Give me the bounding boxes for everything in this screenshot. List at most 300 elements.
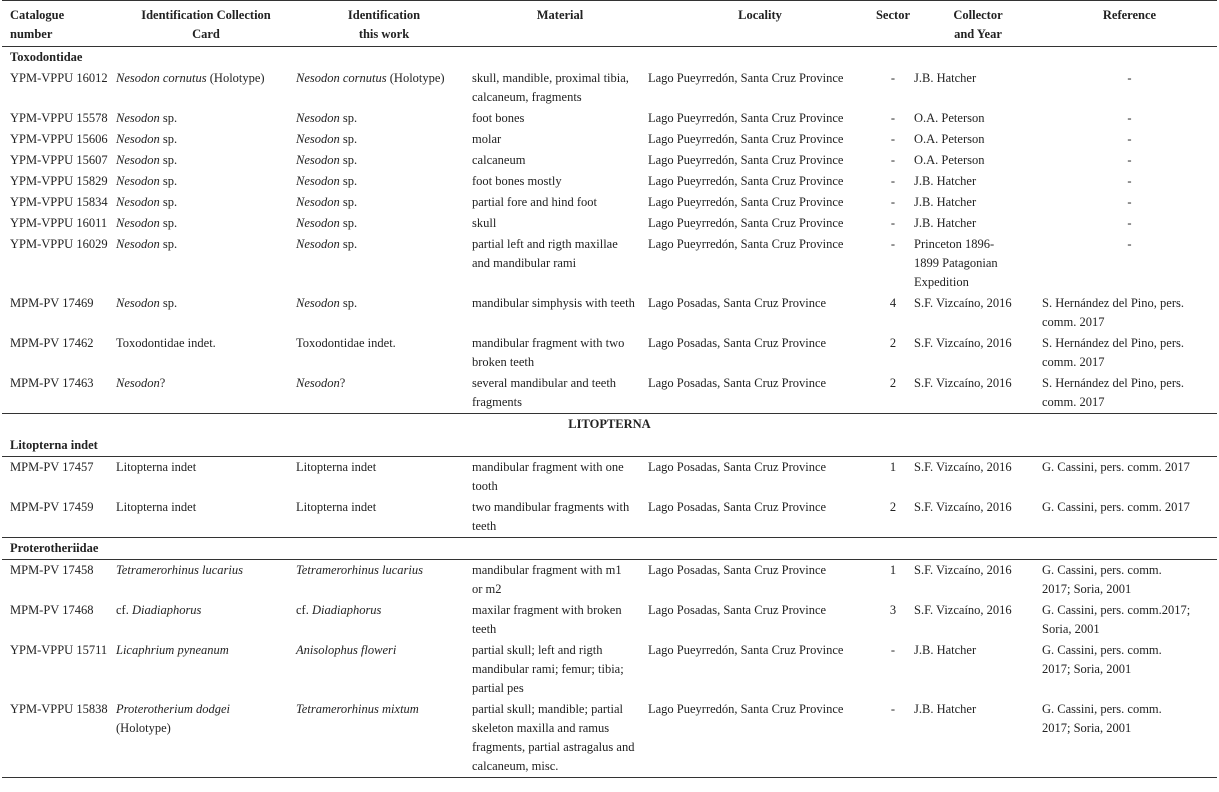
table-row — [2, 171, 1217, 192]
catalogue-number — [2, 68, 116, 108]
collector — [914, 333, 1042, 373]
catalogue-text: YPM-VPPU 15607 — [10, 153, 108, 167]
collector-line: S.F. Vizcaíno, 2016 — [914, 500, 1012, 514]
taxon-suffix: sp. — [159, 132, 178, 146]
material-line: skull — [472, 216, 497, 230]
id-this-work — [296, 192, 472, 213]
collector-line: J.B. Hatcher — [914, 702, 977, 716]
taxon-name: Anisolophus floweri — [296, 643, 397, 657]
sector — [872, 293, 914, 333]
taxon-name: Tetramerorhinus lucarius — [296, 563, 423, 577]
id-collection-card — [116, 68, 296, 108]
taxon-suffix: (Holotype) — [116, 721, 171, 735]
material-line: partial fore and hind foot — [472, 195, 597, 209]
taxon-name: Nesodon — [296, 153, 340, 167]
reference — [1042, 171, 1217, 192]
collector-line: J.B. Hatcher — [914, 643, 977, 657]
reference — [1042, 68, 1217, 108]
taxon-suffix: sp. — [339, 195, 358, 209]
reference-line: G. Cassini, pers. comm. 2017 — [1042, 500, 1190, 514]
material-line: mandibular simphysis with teeth — [472, 296, 635, 310]
reference-line: G. Cassini, pers. comm. 2017 — [1042, 460, 1190, 474]
locality-text: Lago Pueyrredón, Santa Cruz Province — [648, 174, 844, 188]
material — [472, 497, 648, 538]
sector-text: - — [890, 702, 896, 716]
header-material: Material — [536, 8, 584, 22]
material-line: partial left and rigth maxillae — [472, 237, 618, 251]
id-this-work — [296, 497, 472, 538]
material — [472, 640, 648, 699]
material-line: several mandibular and teeth — [472, 376, 617, 390]
locality-text: Lago Posadas, Santa Cruz Province — [648, 603, 827, 617]
table-row — [2, 293, 1217, 333]
taxon-suffix: sp. — [159, 237, 178, 251]
reference-line: S. Hernández del Pino, pers. — [1042, 376, 1184, 390]
collector-line: 1899 Patagonian — [914, 256, 998, 270]
material-line: skull, mandible, proximal tibia, — [472, 71, 629, 85]
sector-text: - — [890, 195, 896, 209]
id-this-work — [296, 333, 472, 373]
reference-line: G. Cassini, pers. comm.2017; — [1042, 603, 1191, 617]
collector-line: J.B. Hatcher — [914, 71, 977, 85]
reference — [1042, 640, 1217, 699]
taxon-name: Nesodon — [116, 132, 160, 146]
taxon-suffix: Litopterna indet — [296, 460, 377, 474]
id-collection-card — [116, 213, 296, 234]
reference — [1042, 108, 1217, 129]
header-locality: Locality — [738, 8, 782, 22]
material — [472, 171, 648, 192]
locality-text: Lago Pueyrredón, Santa Cruz Province — [648, 702, 844, 716]
reference-line: - — [1127, 153, 1132, 167]
collector — [914, 150, 1042, 171]
taxon-suffix: (Holotype) — [386, 71, 445, 85]
sector — [872, 600, 914, 640]
material — [472, 129, 648, 150]
id-collection-card — [116, 640, 296, 699]
catalogue-text: YPM-VPPU 15829 — [10, 174, 108, 188]
material-line: partial pes — [472, 681, 524, 695]
id-collection-card — [116, 457, 296, 498]
locality — [648, 333, 872, 373]
reference-line: - — [1127, 71, 1132, 85]
catalogue-number — [2, 150, 116, 171]
id-this-work — [296, 171, 472, 192]
table-row — [2, 560, 1217, 601]
locality — [648, 373, 872, 414]
reference — [1042, 333, 1217, 373]
taxon-suffix: ? — [339, 376, 346, 390]
taxon-name: Nesodon — [296, 296, 340, 310]
sector — [872, 213, 914, 234]
reference-line: - — [1127, 195, 1132, 209]
id-this-work — [296, 213, 472, 234]
id-this-work — [296, 150, 472, 171]
collector — [914, 171, 1042, 192]
material-line: and mandibular rami — [472, 256, 577, 270]
id-collection-card — [116, 171, 296, 192]
id-this-work — [296, 129, 472, 150]
locality — [648, 68, 872, 108]
section-proterotheriidae — [2, 538, 1217, 560]
material-line: tooth — [472, 479, 498, 493]
id-collection-card — [116, 699, 296, 778]
locality — [648, 457, 872, 498]
header-sector: Sector — [875, 8, 910, 22]
table-row — [2, 129, 1217, 150]
reference-line: 2017; Soria, 2001 — [1042, 721, 1132, 735]
locality — [648, 192, 872, 213]
collector-line: O.A. Peterson — [914, 132, 985, 146]
collector — [914, 234, 1042, 293]
taxon-name: Nesodon — [296, 174, 340, 188]
material-line: calcaneum — [472, 153, 526, 167]
taxon-name: Diadiaphorus — [131, 603, 202, 617]
material-line: two mandibular fragments with — [472, 500, 630, 514]
locality — [648, 560, 872, 601]
material — [472, 293, 648, 333]
sector — [872, 497, 914, 538]
taxon-name: Nesodon — [296, 216, 340, 230]
material — [472, 234, 648, 293]
reference-line: - — [1127, 237, 1132, 251]
header-id-work: Identification this work — [347, 8, 421, 41]
table-row — [2, 699, 1217, 778]
header-reference: Reference — [1102, 8, 1157, 22]
collector-line: S.F. Vizcaíno, 2016 — [914, 603, 1012, 617]
catalogue-number — [2, 108, 116, 129]
table-row — [2, 457, 1217, 498]
material-line: mandibular rami; femur; tibia; — [472, 662, 624, 676]
table-row — [2, 497, 1217, 538]
locality-text: Lago Pueyrredón, Santa Cruz Province — [648, 643, 844, 657]
locality-text: Lago Pueyrredón, Santa Cruz Province — [648, 216, 844, 230]
catalogue-number — [2, 497, 116, 538]
taxon-suffix: sp. — [339, 296, 358, 310]
taxon-suffix: sp. — [339, 153, 358, 167]
catalogue-text: MPM-PV 17459 — [10, 500, 94, 514]
sector-text: - — [890, 643, 896, 657]
collector-line: S.F. Vizcaíno, 2016 — [914, 563, 1012, 577]
locality-text: Lago Posadas, Santa Cruz Province — [648, 336, 827, 350]
catalogue-number — [2, 600, 116, 640]
taxon-suffix: (Holotype) — [206, 71, 265, 85]
material-line: foot bones — [472, 111, 525, 125]
collector — [914, 560, 1042, 601]
reference-line: - — [1127, 174, 1132, 188]
sector-text: - — [890, 111, 896, 125]
taxon-name: Nesodon cornutus — [296, 71, 387, 85]
taxon-suffix: Litopterna indet — [116, 460, 197, 474]
locality — [648, 129, 872, 150]
id-collection-card — [116, 234, 296, 293]
taxon-name: Nesodon — [296, 132, 340, 146]
id-this-work — [296, 108, 472, 129]
locality — [648, 640, 872, 699]
table-row — [2, 373, 1217, 414]
locality-text: Lago Posadas, Santa Cruz Province — [648, 376, 827, 390]
sector — [872, 560, 914, 601]
locality — [648, 234, 872, 293]
reference — [1042, 293, 1217, 333]
reference-line: G. Cassini, pers. comm. — [1042, 563, 1162, 577]
reference-line: - — [1127, 111, 1132, 125]
locality-text: Lago Pueyrredón, Santa Cruz Province — [648, 153, 844, 167]
section-litopterna-indet — [2, 435, 1217, 457]
taxon-suffix: sp. — [159, 153, 178, 167]
taxon-suffix: sp. — [159, 296, 178, 310]
reference-line: S. Hernández del Pino, pers. — [1042, 296, 1184, 310]
taxon-suffix: Toxodontidae indet. — [116, 336, 216, 350]
sector — [872, 699, 914, 778]
reference — [1042, 699, 1217, 778]
catalogue-text: YPM-VPPU 16012 — [10, 71, 108, 85]
taxon-name: Proterotherium dodgei — [116, 702, 230, 716]
reference-line: 2017; Soria, 2001 — [1042, 662, 1132, 676]
locality-text: Lago Pueyrredón, Santa Cruz Province — [648, 111, 844, 125]
sector — [872, 129, 914, 150]
section-toxodontidae: Toxodontidae — [10, 50, 83, 64]
locality — [648, 171, 872, 192]
material — [472, 699, 648, 778]
material-line: calcaneum, misc. — [472, 759, 559, 773]
taxon-name: Nesodon — [116, 174, 160, 188]
table-row — [2, 213, 1217, 234]
collector-line: J.B. Hatcher — [914, 174, 977, 188]
id-collection-card — [116, 333, 296, 373]
collector-line: J.B. Hatcher — [914, 216, 977, 230]
material-line: mandibular fragment with two — [472, 336, 625, 350]
taxon-prefix: cf. — [116, 603, 132, 617]
catalogue-text: MPM-PV 17458 — [10, 563, 94, 577]
collector — [914, 640, 1042, 699]
section-litopterna-indet-text: Litopterna indet — [10, 438, 98, 452]
table-row — [2, 333, 1217, 373]
taxon-suffix: Litopterna indet — [116, 500, 197, 514]
catalogue-text: YPM-VPPU 16011 — [10, 216, 108, 230]
collector-line: S.F. Vizcaíno, 2016 — [914, 376, 1012, 390]
taxon-suffix: sp. — [339, 174, 358, 188]
locality — [648, 150, 872, 171]
reference-line: comm. 2017 — [1042, 355, 1105, 369]
sector-text: 2 — [889, 376, 897, 390]
material-line: teeth — [472, 519, 497, 533]
id-this-work — [296, 600, 472, 640]
reference — [1042, 497, 1217, 538]
sector — [872, 108, 914, 129]
catalogue-number — [2, 234, 116, 293]
sector — [872, 192, 914, 213]
catalogue-number — [2, 213, 116, 234]
collector-line: S.F. Vizcaíno, 2016 — [914, 460, 1012, 474]
reference — [1042, 457, 1217, 498]
header-catalogue: Catalogue number — [10, 8, 65, 41]
collector-line: S.F. Vizcaíno, 2016 — [914, 336, 1012, 350]
sector-text: - — [890, 237, 896, 251]
taxon-name: Nesodon — [116, 195, 160, 209]
locality — [648, 108, 872, 129]
sector — [872, 373, 914, 414]
collector-line: Princeton 1896- — [914, 237, 995, 251]
taxon-suffix: sp. — [159, 195, 178, 209]
header-collector: Collector and Year — [953, 8, 1003, 41]
catalogue-text: YPM-VPPU 15578 — [10, 111, 108, 125]
locality-text: Lago Posadas, Santa Cruz Province — [648, 296, 827, 310]
sector-text: - — [890, 174, 896, 188]
reference-line: comm. 2017 — [1042, 395, 1105, 409]
material — [472, 68, 648, 108]
id-this-work — [296, 457, 472, 498]
locality-text: Lago Pueyrredón, Santa Cruz Province — [648, 195, 844, 209]
sector-text: - — [890, 132, 896, 146]
taxon-name: Nesodon — [296, 237, 340, 251]
table-row — [2, 192, 1217, 213]
material-line: mandibular fragment with one — [472, 460, 624, 474]
table-row — [2, 150, 1217, 171]
reference-line: - — [1127, 216, 1132, 230]
catalogue-number — [2, 333, 116, 373]
catalogue-number — [2, 171, 116, 192]
sector — [872, 457, 914, 498]
locality-text: Lago Posadas, Santa Cruz Province — [648, 460, 827, 474]
catalogue-text: MPM-PV 17469 — [10, 296, 94, 310]
reference-line: S. Hernández del Pino, pers. — [1042, 336, 1184, 350]
taxon-name: Nesodon — [296, 111, 340, 125]
catalogue-text: YPM-VPPU 15711 — [10, 643, 108, 657]
collector — [914, 129, 1042, 150]
id-this-work — [296, 234, 472, 293]
catalogue-number — [2, 192, 116, 213]
taxon-name: Licaphrium pyneanum — [116, 643, 229, 657]
taxon-suffix: Litopterna indet — [296, 500, 377, 514]
catalogue-text: YPM-VPPU 16029 — [10, 237, 108, 251]
material-line: broken teeth — [472, 355, 535, 369]
locality — [648, 293, 872, 333]
material-line: teeth — [472, 622, 497, 636]
sector-text: 1 — [889, 563, 897, 577]
catalogue-number — [2, 640, 116, 699]
taxon-name: Diadiaphorus — [311, 603, 382, 617]
collector — [914, 457, 1042, 498]
id-collection-card — [116, 150, 296, 171]
material-line: fragments, partial astragalus and — [472, 740, 635, 754]
id-this-work — [296, 640, 472, 699]
sector — [872, 640, 914, 699]
reference-line: comm. 2017 — [1042, 315, 1105, 329]
id-collection-card — [116, 560, 296, 601]
id-this-work — [296, 699, 472, 778]
reference-line: G. Cassini, pers. comm. — [1042, 702, 1162, 716]
taxon-suffix: sp. — [159, 216, 178, 230]
locality-text: Lago Pueyrredón, Santa Cruz Province — [648, 237, 844, 251]
taxon-name: Nesodon — [116, 237, 160, 251]
taxon-name: Tetramerorhinus lucarius — [116, 563, 243, 577]
table-row — [2, 234, 1217, 293]
catalogue-text: MPM-PV 17457 — [10, 460, 94, 474]
material — [472, 600, 648, 640]
taxon-name: Tetramerorhinus mixtum — [296, 702, 419, 716]
catalogue-number — [2, 560, 116, 601]
catalogue-text: YPM-VPPU 15606 — [10, 132, 108, 146]
table-row — [2, 600, 1217, 640]
taxon-suffix: sp. — [159, 174, 178, 188]
catalogue-text: MPM-PV 17468 — [10, 603, 94, 617]
sector — [872, 171, 914, 192]
sector — [872, 234, 914, 293]
catalogue-text: MPM-PV 17463 — [10, 376, 94, 390]
sector-text: - — [890, 71, 896, 85]
group-litopterna-text: LITOPTERNA — [568, 417, 651, 431]
taxon-name: Nesodon — [116, 376, 160, 390]
collector — [914, 68, 1042, 108]
material-line: calcaneum, fragments — [472, 90, 582, 104]
table-header — [2, 1, 1217, 47]
id-collection-card — [116, 192, 296, 213]
catalogue-number — [2, 699, 116, 778]
taxon-suffix: ? — [159, 376, 166, 390]
reference — [1042, 129, 1217, 150]
section-proterotheriidae-text: Proterotheriidae — [10, 541, 99, 555]
collector — [914, 497, 1042, 538]
table-body — [2, 47, 1217, 778]
taxon-suffix: sp. — [159, 111, 178, 125]
taxon-name: Nesodon — [296, 195, 340, 209]
collector — [914, 600, 1042, 640]
material — [472, 213, 648, 234]
reference — [1042, 213, 1217, 234]
locality-text: Lago Posadas, Santa Cruz Province — [648, 500, 827, 514]
catalogue-number — [2, 293, 116, 333]
catalogue-number — [2, 129, 116, 150]
material — [472, 373, 648, 414]
taxon-name: Nesodon cornutus — [116, 71, 207, 85]
taxon-suffix: sp. — [339, 132, 358, 146]
locality-text: Lago Pueyrredón, Santa Cruz Province — [648, 71, 844, 85]
locality — [648, 699, 872, 778]
reference-line: Soria, 2001 — [1042, 622, 1100, 636]
material — [472, 457, 648, 498]
taxon-name: Nesodon — [296, 376, 340, 390]
reference-line: 2017; Soria, 2001 — [1042, 582, 1132, 596]
sector — [872, 333, 914, 373]
material-line: partial skull; left and rigth — [472, 643, 603, 657]
taxon-name: Nesodon — [116, 111, 160, 125]
reference — [1042, 234, 1217, 293]
table-row — [2, 68, 1217, 108]
material — [472, 560, 648, 601]
locality — [648, 497, 872, 538]
collector — [914, 293, 1042, 333]
material — [472, 108, 648, 129]
material-line: fragments — [472, 395, 522, 409]
reference — [1042, 600, 1217, 640]
locality — [648, 600, 872, 640]
sector — [872, 68, 914, 108]
taxon-suffix: sp. — [339, 237, 358, 251]
taxon-name: Nesodon — [116, 216, 160, 230]
material — [472, 333, 648, 373]
material — [472, 150, 648, 171]
id-this-work — [296, 293, 472, 333]
sector-text: 4 — [889, 296, 897, 310]
reference — [1042, 373, 1217, 414]
material-line: molar — [472, 132, 502, 146]
collector-line: S.F. Vizcaíno, 2016 — [914, 296, 1012, 310]
id-this-work — [296, 68, 472, 108]
taxon-name: Nesodon — [116, 153, 160, 167]
sector-text: 2 — [889, 336, 897, 350]
id-collection-card — [116, 373, 296, 414]
